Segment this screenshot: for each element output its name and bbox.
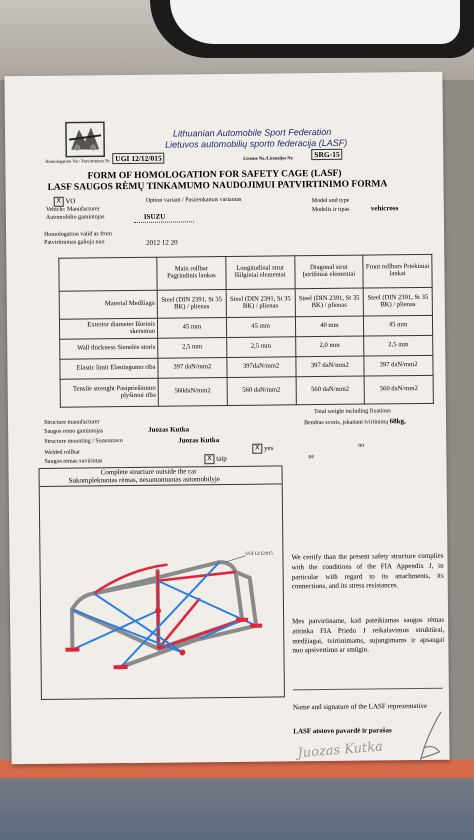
structure-mounting-label: Structure mounting / Sumontavo bbox=[44, 438, 123, 445]
welded-checkbox: X bbox=[204, 454, 214, 464]
vo-option bbox=[54, 197, 76, 207]
signature-flourish-icon bbox=[411, 708, 446, 768]
yes-checkbox: X bbox=[252, 444, 262, 454]
table-row bbox=[60, 375, 433, 407]
row-label: Material Medžiaga bbox=[59, 290, 157, 319]
table-cell: 560daN/mm2 bbox=[158, 377, 227, 406]
vehicle-manufacturer-value: ISUZU bbox=[143, 212, 166, 221]
homologation-number-value: UGI 12/12/015 bbox=[112, 153, 165, 165]
homologation-form-page bbox=[4, 72, 449, 765]
specification-table bbox=[58, 254, 434, 408]
model-type-label-lt: Modelis ir tipas bbox=[311, 206, 350, 214]
column-header: Front rollbars Priekiniai lankai bbox=[363, 254, 432, 288]
signature: Juozas Kutka bbox=[297, 739, 384, 762]
background-top bbox=[0, 0, 474, 80]
table-cell: 2,0 mm bbox=[295, 336, 364, 357]
table-cell: 560 daN/mm2 bbox=[227, 377, 296, 406]
form-title-lt: LASF SAUGOS RĖMŲ TINKAMUMO NAUDOJIMUI PATVIRTINIMO FORMA bbox=[47, 179, 388, 193]
welded-rollbar-label-lt: Saugos rėmas suvirintas bbox=[44, 458, 103, 465]
certification-text-lt: Mes patvirtiname, kad pateikiamas saugos rėmas atitinka FIA Priedo J reikalavimus struktūrai, medžiagai, tvirtinimams, sujungimams ir apsaugai nuo apsivertimo ar smūgio. bbox=[292, 615, 445, 655]
total-weight-label-lt: Bendras svoris, įskaitant tvirtinimą 68kg, bbox=[304, 417, 406, 427]
roll-cage-diagram-icon bbox=[49, 498, 275, 690]
no-label-lt: ne bbox=[308, 454, 315, 461]
table-cell: 560 daN/mm2 bbox=[364, 375, 433, 404]
table-cell: 45 mm bbox=[226, 317, 295, 338]
lasf-logo-icon bbox=[65, 121, 105, 157]
signature-line bbox=[293, 688, 443, 691]
drawing-caption-lt: Sukomplektuotas rėmas, nesumontuotas automobilyje bbox=[68, 475, 220, 485]
table-cell: 397daN/mm2 bbox=[227, 357, 296, 378]
table-header-row bbox=[59, 254, 432, 291]
drawing-caption-en: Complete structure outside the car bbox=[100, 467, 197, 477]
table-cell: Steel (DIN 2391, St 35 BK) / plienas bbox=[157, 290, 226, 319]
table-cell: Steel (DIN 2391, St 35 BK) / plienas bbox=[295, 288, 364, 317]
licence-number-value: SRG-15 bbox=[311, 149, 343, 160]
signature-label-en: Name and signature of the LASF reprezentative bbox=[292, 701, 428, 712]
structure-mounting-value: Juozas Kutka bbox=[178, 436, 220, 445]
table-cell: Steel (DIN 2391, St 35 BK) / plienas bbox=[363, 287, 432, 316]
vo-checkbox: X bbox=[54, 197, 64, 207]
table-cell: Steel (DIN 2391, St 35 BK) / plienas bbox=[226, 289, 295, 318]
vehicle-manufacturer-label: Vehicle: Manufacturer bbox=[45, 206, 100, 213]
background-bottom bbox=[0, 760, 474, 840]
structure-manufacturer-label: Structure manufacturer bbox=[44, 419, 100, 426]
table-cell: 40 mm bbox=[295, 316, 364, 337]
yes-label: yes bbox=[264, 444, 274, 453]
background-car-panel bbox=[170, 0, 460, 44]
row-label: Elastic limit Elastingumo riba bbox=[60, 358, 158, 379]
structure-manufacturer-value: Juozas Kutka bbox=[148, 425, 190, 434]
table-row bbox=[59, 287, 432, 319]
table-cell: 2,5 mm bbox=[364, 335, 433, 356]
welded-yes-option bbox=[204, 454, 226, 464]
table-cell: 45 mm bbox=[364, 315, 433, 336]
valid-from-label-lt: Patvirtinimas galioja nuo bbox=[44, 239, 105, 246]
no-label: no bbox=[358, 442, 365, 449]
option-variant-label: Option variant / Pasirenkamas variantas bbox=[145, 196, 242, 204]
total-weight-label: Total weight including fixations bbox=[313, 408, 391, 416]
drawing-tag: UGI 12/12/015 bbox=[245, 550, 273, 556]
yes-option bbox=[252, 444, 273, 454]
table-corner-cell bbox=[59, 257, 157, 291]
table-cell: 397 daN/mm2 bbox=[295, 356, 364, 377]
table-cell: 2,5 mm bbox=[226, 337, 295, 358]
model-type-label: Model and type bbox=[311, 197, 350, 205]
column-header: Diagonal strut Įstrižiniai elementai bbox=[294, 255, 363, 289]
table-cell: 2,5 mm bbox=[158, 338, 227, 359]
table-cell: 560 daN/mm2 bbox=[296, 376, 365, 405]
column-header: Longitudinal strut Išilginiai elementai bbox=[226, 256, 295, 290]
structure-manufacturer-label-lt: Saugos rėmo gamintojas bbox=[44, 428, 104, 435]
model-type-value: vehicross bbox=[370, 204, 399, 213]
total-weight-value: 68kg, bbox=[389, 417, 406, 426]
vehicle-manufacturer-label-lt: Automobilio gamintojas bbox=[45, 214, 105, 221]
row-label: Tensile strenght Pasipriešinimo plyšimui riba bbox=[60, 378, 158, 407]
manufacturer-underline bbox=[134, 221, 194, 223]
column-header: Main rollbar Pagrindinis lankas bbox=[157, 257, 226, 291]
signature-label-lt: LASF atstovo pavardė ir parašas bbox=[293, 726, 392, 736]
org-name-en: Lithuanian Automobile Sport Federation bbox=[172, 126, 332, 139]
welded-rollbar-label: Welded rollbar bbox=[44, 449, 81, 456]
vo-label: VO bbox=[65, 197, 76, 206]
org-name-lt: Lietuvos automobilių sporto federacija (LASF) bbox=[165, 137, 348, 150]
homologation-number-label: Homologation No / Patvirtinimo Nr. bbox=[45, 158, 111, 164]
table-cell: 45 mm bbox=[157, 318, 226, 339]
valid-from-label: Homologation valid as from bbox=[44, 231, 112, 238]
certification-text-en: We certify than the present safety structure complies with the conditions of the FIA Appendix J, in particular with regard to its attachments, its connections, and its stress resistances. bbox=[291, 551, 444, 591]
row-label: Wall thickness Sienelės storis bbox=[60, 338, 158, 359]
table-cell: 397 daN/mm2 bbox=[158, 358, 227, 379]
table-cell: 397 daN/mm2 bbox=[364, 355, 433, 376]
valid-from-value: 2012 12 20 bbox=[146, 238, 178, 247]
form-title-en: FORM OF HOMOLOGATION FOR SAFETY CAGE (LASF) bbox=[87, 168, 342, 182]
row-label: Exterior diameter Išorinis skersmuo bbox=[59, 318, 157, 339]
welded-value: taip bbox=[216, 454, 227, 463]
licence-number-label: License No./Licenzijos Nr. bbox=[243, 155, 294, 161]
